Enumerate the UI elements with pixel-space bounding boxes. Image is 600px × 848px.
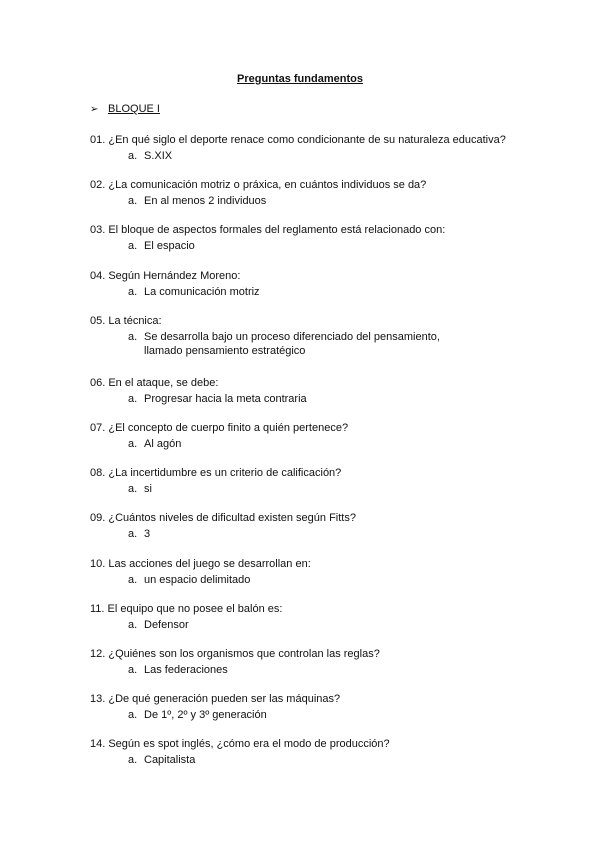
question-item: [90, 223, 560, 268]
answer-text: De 1º, 2º y 3º generación: [144, 709, 267, 722]
answer-item: [128, 573, 560, 587]
answer-text: un espacio delimitado: [144, 573, 251, 586]
answer-letter: a.: [128, 528, 138, 541]
question-item: [90, 314, 560, 376]
answer-item: [128, 330, 560, 358]
question-item: [90, 557, 560, 602]
question-text: 03. El bloque de aspectos formales del reglamento está relacionado con:: [90, 224, 446, 237]
answer-text: Progresar hacia la meta contraria: [144, 392, 307, 405]
question-text: 08. ¿La incertidumbre es un criterio de calificación?: [90, 467, 342, 480]
answer-item: [128, 437, 560, 451]
answer-text: Se desarrolla bajo un proceso diferenciado del pensamiento, llamado pensamiento estratégico: [144, 330, 440, 357]
answer-item: [128, 392, 560, 406]
answer-item: [128, 194, 560, 208]
answer-letter: a.: [128, 240, 138, 253]
answer-item: [128, 753, 560, 767]
question-text: 06. En el ataque, se debe:: [90, 376, 219, 389]
question-text: 07. ¿El concepto de cuerpo finito a quién pertenece?: [90, 421, 349, 434]
question-text: 12. ¿Quiénes son los organismos que controlan las reglas?: [90, 647, 380, 660]
answer-item: [128, 527, 560, 541]
question-item: [90, 376, 560, 421]
answer-text: S.XIX: [144, 150, 173, 162]
answer-text: Al agón: [144, 437, 182, 450]
question-text: 05. La técnica:: [90, 314, 162, 327]
question-text: 09. ¿Cuántos niveles de dificultad existen según Fitts?: [90, 512, 356, 525]
question-item: [90, 647, 560, 692]
answer-letter: a.: [128, 330, 138, 343]
question-item: [90, 737, 560, 782]
section-heading: [90, 103, 160, 115]
question-text: 01. ¿En qué siglo el deporte renace como condicionante de su naturaleza educativa?: [90, 134, 506, 146]
question-list: [90, 133, 560, 782]
answer-letter: a.: [128, 392, 138, 405]
answer-text: Defensor: [144, 618, 189, 631]
question-text: 02. ¿La comunicación motriz o práxica, en cuántos individuos se da?: [90, 179, 427, 192]
answer-item: [128, 618, 560, 632]
page-title: Preguntas fundamentos: [237, 73, 363, 85]
answer-item: [128, 708, 560, 722]
answer-item: [128, 482, 560, 496]
answer-text: si: [144, 483, 152, 496]
answer-letter: a.: [128, 437, 138, 450]
answer-letter: a.: [128, 754, 138, 767]
question-item: [90, 269, 560, 314]
answer-text: En al menos 2 individuos: [144, 195, 267, 208]
answer-letter: a.: [128, 483, 138, 496]
answer-text: Las federaciones: [144, 663, 228, 676]
answer-text: 3: [144, 528, 151, 541]
question-text: 11. El equipo que no posee el balón es:: [90, 602, 283, 615]
question-item: [90, 602, 560, 647]
answer-text: El espacio: [144, 240, 195, 253]
answer-item: [128, 663, 560, 677]
arrow-bullet-icon: ➢: [90, 103, 99, 115]
question-text: 13. ¿De qué generación pueden ser las máquinas?: [90, 693, 341, 706]
answer-item: [128, 149, 560, 163]
answer-item: [128, 285, 560, 299]
answer-letter: a.: [128, 285, 138, 298]
question-item: [90, 133, 560, 178]
answer-item: [128, 239, 560, 253]
answer-letter: a.: [128, 709, 138, 722]
question-item: [90, 421, 560, 466]
section-label: BLOQUE I: [108, 103, 160, 115]
answer-text: Capitalista: [144, 754, 196, 767]
question-text: 14. Según es spot inglés, ¿cómo era el modo de producción?: [90, 738, 390, 751]
question-item: [90, 692, 560, 737]
answer-text: La comunicación motriz: [144, 285, 260, 298]
question-item: [90, 466, 560, 511]
answer-letter: a.: [128, 573, 138, 586]
answer-letter: a.: [128, 195, 138, 208]
question-item: [90, 511, 560, 556]
answer-letter: a.: [128, 618, 138, 631]
question-text: 04. Según Hernández Moreno:: [90, 269, 241, 282]
answer-letter: a.: [128, 663, 138, 676]
question-item: [90, 178, 560, 223]
question-text: 10. Las acciones del juego se desarrollan en:: [90, 557, 311, 570]
answer-letter: a.: [128, 150, 138, 162]
